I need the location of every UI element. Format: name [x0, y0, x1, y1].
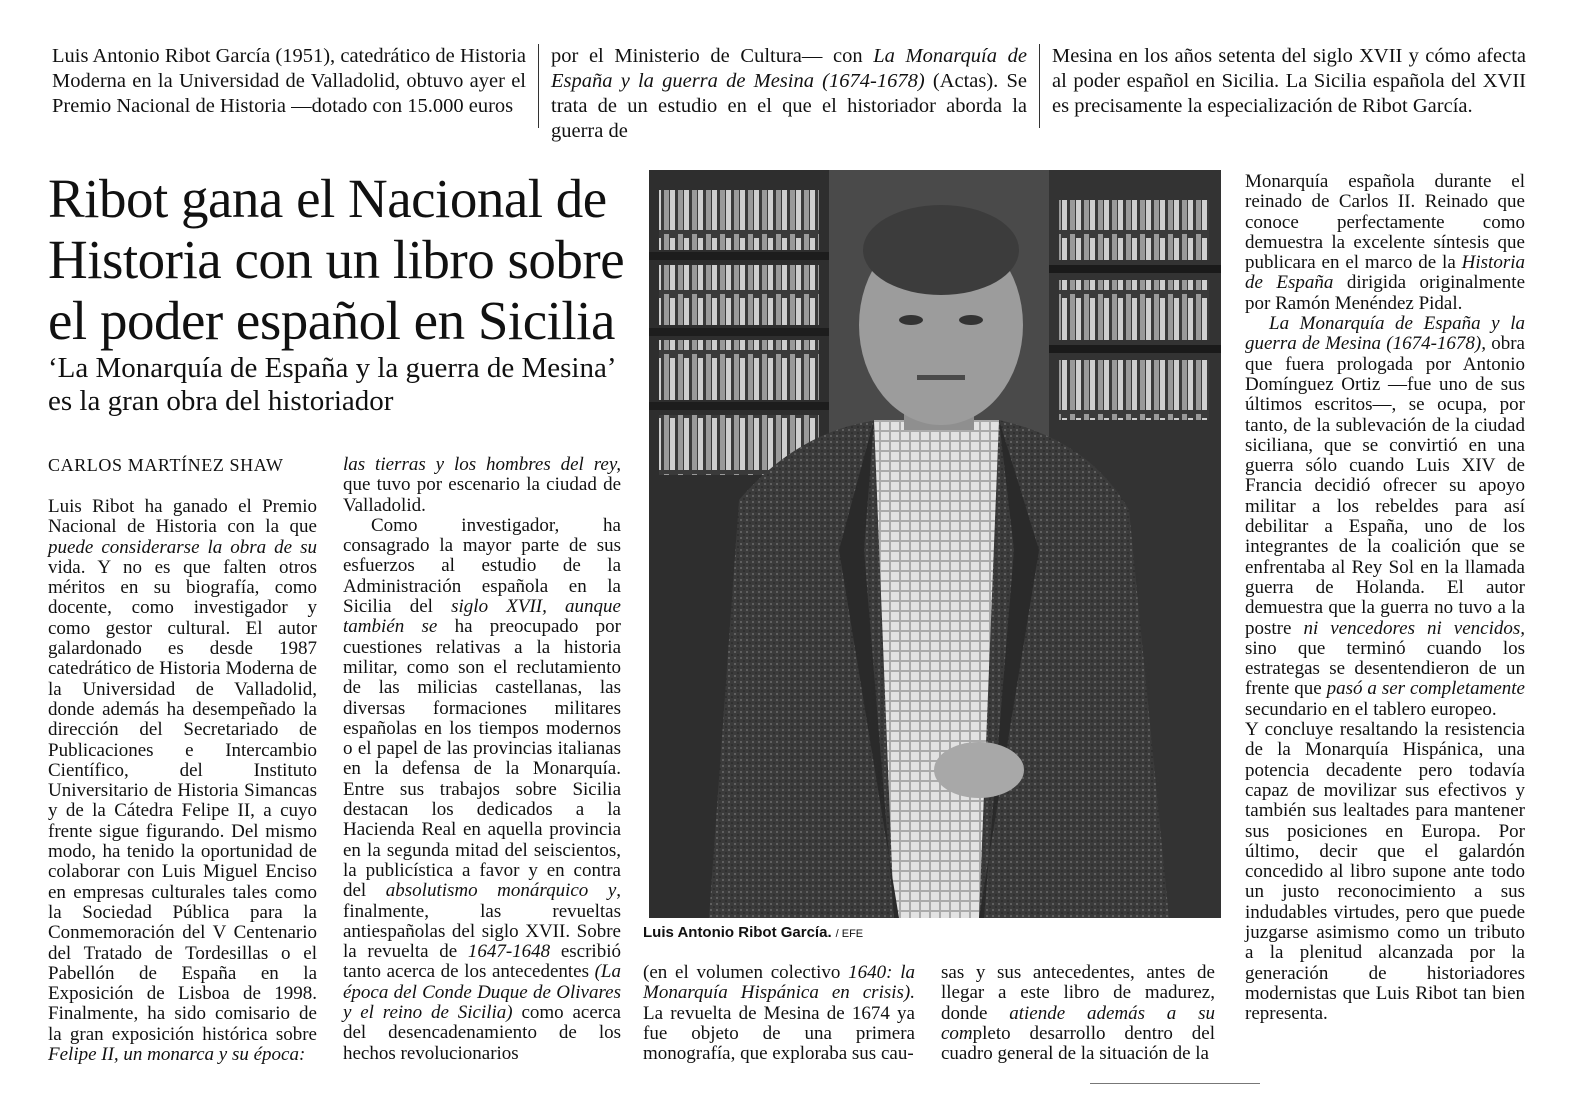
bottom-rule	[1090, 1083, 1260, 1084]
headline: Ribot gana el Nacional de Historia con un libro sobre el poder español en Sicilia	[48, 168, 625, 351]
column-divider	[538, 44, 539, 128]
photo-credit: / EFE	[835, 928, 864, 940]
body-column-5: Monarquía española durante el reinado de Carlos II. Reinado que conoce perfectamente como demuestra la excelente síntesis que publicara en el marco de la Historia de España dirigida originalmente por Ramón Menéndez Pidal. La Monarquía de España y la guerra de Mesina (1674-1678), obra que fuera prologada por Antonio Domínguez Ortiz —fue uno de sus últimos escritos—, se ocupa, por tanto, de la sublevación de la ciudad siciliana, que se convirtió en una guerra sólo cuando Luis XIV de Francia decidió ofrecer su apoyo militar a los rebeldes para así debilitar a España, uno de los integrantes de la coalición que se enfrentaba al Rey Sol en la llamada guerra de Holanda. El autor demuestra que la guerra no tuvo a la postre ni vencedores ni vencidos, sino que terminó cuando los estrategas se desentendieron de un frente que pasó a ser completamente secundario en el tablero europeo. Y concluye resaltando la resistencia de la Monarquía Hispánica, una potencia decadente pero todavía capaz de movilizar sus efectivos y también sus lealtades para mantener sus posiciones en Europa. Por último, decir que el galardón concedido al libro supone ante todo un justo reconocimiento a sus indudables virtudes, pero que puede juzgarse asimismo como un tributo a la plenitud alcanzada por la generación de historiadores modernistas que Luis Ribot tan bien representa.	[1245, 171, 1526, 1025]
body-column-3: (en el volumen colectivo 1640: la Monarquía Hispánica en crisis). La revuelta de Mesina de 1674 ya fue objeto de una primera monografía, que exploraba sus cau-	[643, 962, 915, 1065]
lede-column-2: por el Ministerio de Cultura— con La Monarquía de España y la guerra de Mesina (1674-1678) (Actas). Se trata de un estudio en el que el historiador aborda la guerra de	[551, 45, 1027, 142]
subheadline: ‘La Monarquía de España y la guerra de Mesina’ es la gran obra del historiador	[48, 352, 615, 417]
byline: CARLOS MARTÍNEZ SHAW	[48, 455, 284, 475]
photo-caption: Luis Antonio Ribot García. / EFE	[643, 924, 864, 941]
body-column-2: las tierras y los hombres del rey, que tuvo por escenario la ciudad de Valladolid. Como investigador, ha consagrado la mayor parte de sus esfuerzos al estudio de la Administración española en la Sicilia del siglo XVII, aunque también se ha preocupado por cuestiones relativas a la historia militar, como son el reclutamiento de las milicias castellanas, las diversas formaciones militares españolas en los tiempos modernos o el papel de las provincias italianas en la defensa de la Monarquía. Entre sus trabajos sobre Sicilia destacan los dedicados a la Hacienda Real en aquella provincia en la segunda mitad del seiscientos, la publicística a favor y en contra del absolutismo monárquico y, finalmente, las revueltas antiespañolas del siglo XVII. Sobre la revuelta de 1647-1648 escribió tanto acerca de los antecedentes (La época del Conde Duque de Olivares y el reino de Sicilia) como acerca del desencadenamiento de los hechos revolucionarios	[343, 454, 621, 1064]
portrait-photo	[649, 170, 1221, 918]
column-divider	[1039, 44, 1040, 128]
body-column-1: Luis Ribot ha ganado el Premio Nacional de Historia con la que puede considerarse la obra de su vida. Y no es que falten otros méritos en su biografía, como docente, como investigador y como gestor cultural. El autor galardonado es desde 1987 catedrático de Historia Moderna de la Universidad de Valladolid, donde además ha desempeñado la dirección del Secretariado de Publicaciones e Intercambio Científico, del Instituto Universitario de Historia Simancas y de la Cátedra Felipe II, a cuyo frente sigue figurando. Del mismo modo, ha tenido la oportunidad de colaborar con Luis Miguel Enciso en empresas culturales tales como la Sociedad Pública para la Conmemoración del V Centenario del Tratado de Tordesillas o el Pabellón de España en la Exposición de Lisboa de 1998. Finalmente, ha sido comisario de la gran exposición histórica sobre Felipe II, un monarca y su época:	[48, 496, 317, 1066]
lede-column-3: Mesina en los años setenta del siglo XVII y cómo afecta al poder español en Sicilia. La Sicilia española del XVII es precisamente la especialización de Ribot García.	[1052, 45, 1526, 117]
lede-column-1: Luis Antonio Ribot García (1951), catedrático de Historia Moderna en la Universidad de Valladolid, obtuvo ayer el Premio Nacional de Historia —dotado con 15.000 euros	[52, 45, 526, 117]
body-column-4: sas y sus antecedentes, antes de llegar a este libro de madurez, donde atiende además a su completo desarrollo dentro del cuadro general de la situación de la	[941, 962, 1215, 1065]
portrait-photo-illustration	[649, 170, 1221, 918]
